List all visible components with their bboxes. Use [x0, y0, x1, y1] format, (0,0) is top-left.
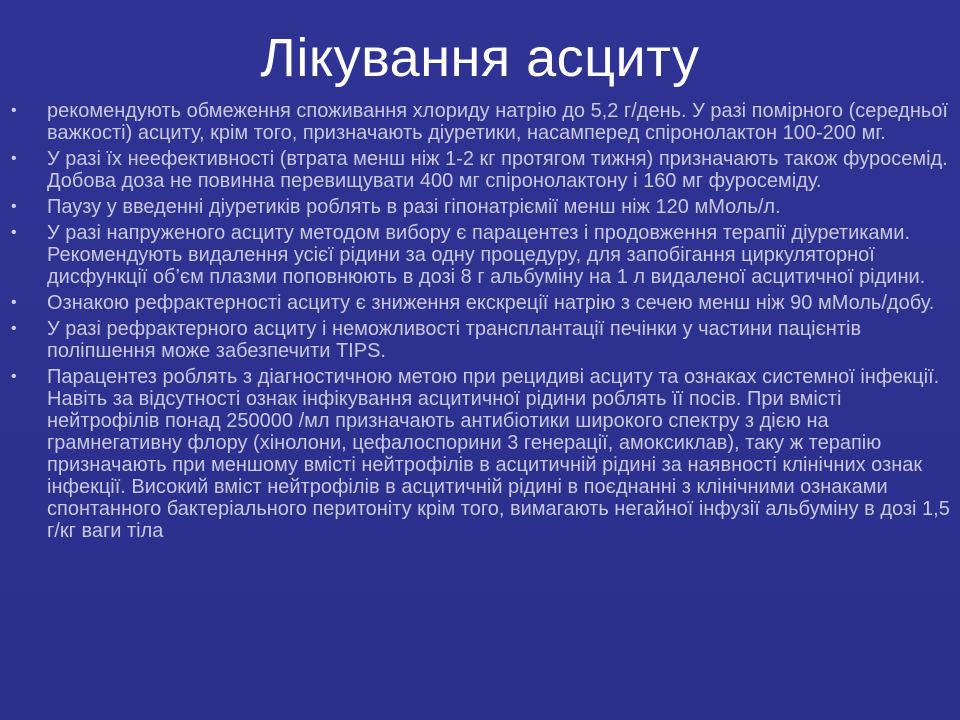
bullet-text: Паузу у введенні діуретиків роблять в разі гіпонатріємії менш ніж 120 мМоль/л. — [47, 196, 781, 218]
bullet-item — [0, 292, 960, 314]
bullet-text: Ознакою рефрактерності асциту є зниження екскреції натрію з сечею менш ніж 90 мМоль/добу. — [47, 292, 935, 314]
bullet-text: рекомендують обмеження споживання хлориду натрію до 5,2 г/день. У разі помірного (середньої важкості) асциту, крім того, призначають діуретики, насамперед спіронолактон 100-200 мг. — [47, 100, 948, 144]
bullet-icon: • — [11, 368, 17, 385]
bullet-text: У разі рефрактерного асциту і неможливості трансплантації печінки у частини пацієнтів поліпшення може забезпечити TIPS. — [47, 318, 862, 362]
bullet-list — [0, 100, 960, 546]
bullet-icon: • — [11, 198, 17, 215]
bullet-icon: • — [11, 320, 17, 337]
bullet-icon: • — [11, 224, 17, 241]
bullet-text: У разі напруженого асциту методом вибору є парацентез і продовження терапії діуретиками. Рекомендують видалення усієї рідини за одну процедуру, для запобігання циркуляторної дисфункції об’єм плазми поповнюють в дозі 8 г альбуміну на 1 л видаленої асцитичної рідини. — [47, 222, 926, 288]
bullet-icon: • — [11, 150, 17, 167]
bullet-text: У разі їх неефективності (втрата менш ніж 1-2 кг протягом тижня) призначають також фуросемід. Добова доза не повинна перевищувати 400 мг спіронолактону і 160 мг фуросеміду. — [47, 148, 948, 192]
bullet-item — [0, 366, 960, 542]
bullet-text: Парацентез роблять з діагностичною метою при рецидиві асциту та ознаках системної інфекції. Навіть за відсутності ознак інфікування асцитичної рідини роблять її посів. При вмісті нейтрофілів понад 250000 /мл призначають антибіотики широкого спектру з дією на грамнегативну флору (хінолони, цефалоспорини 3 генерації, амоксиклав), таку ж терапію призначають при меншому вмісті нейтрофілів в асцитичній рідині за наявності клінічних ознак інфекції. Високий вміст нейтрофілів в асцитичній рідині в поєднанні з клінічними ознаками спонтанного бактеріального перитоніту крім того, вимагають негайної інфузії альбуміну в дозі 1,5 г/кг ваги тіла — [47, 366, 950, 542]
slide-title: Лікування асциту — [260, 28, 700, 88]
bullet-item — [0, 196, 960, 218]
bullet-icon: • — [11, 102, 17, 119]
bullet-item — [0, 100, 960, 144]
bullet-item — [0, 222, 960, 288]
bullet-item — [0, 148, 960, 192]
bullet-item — [0, 318, 960, 362]
bullet-icon: • — [11, 294, 17, 311]
